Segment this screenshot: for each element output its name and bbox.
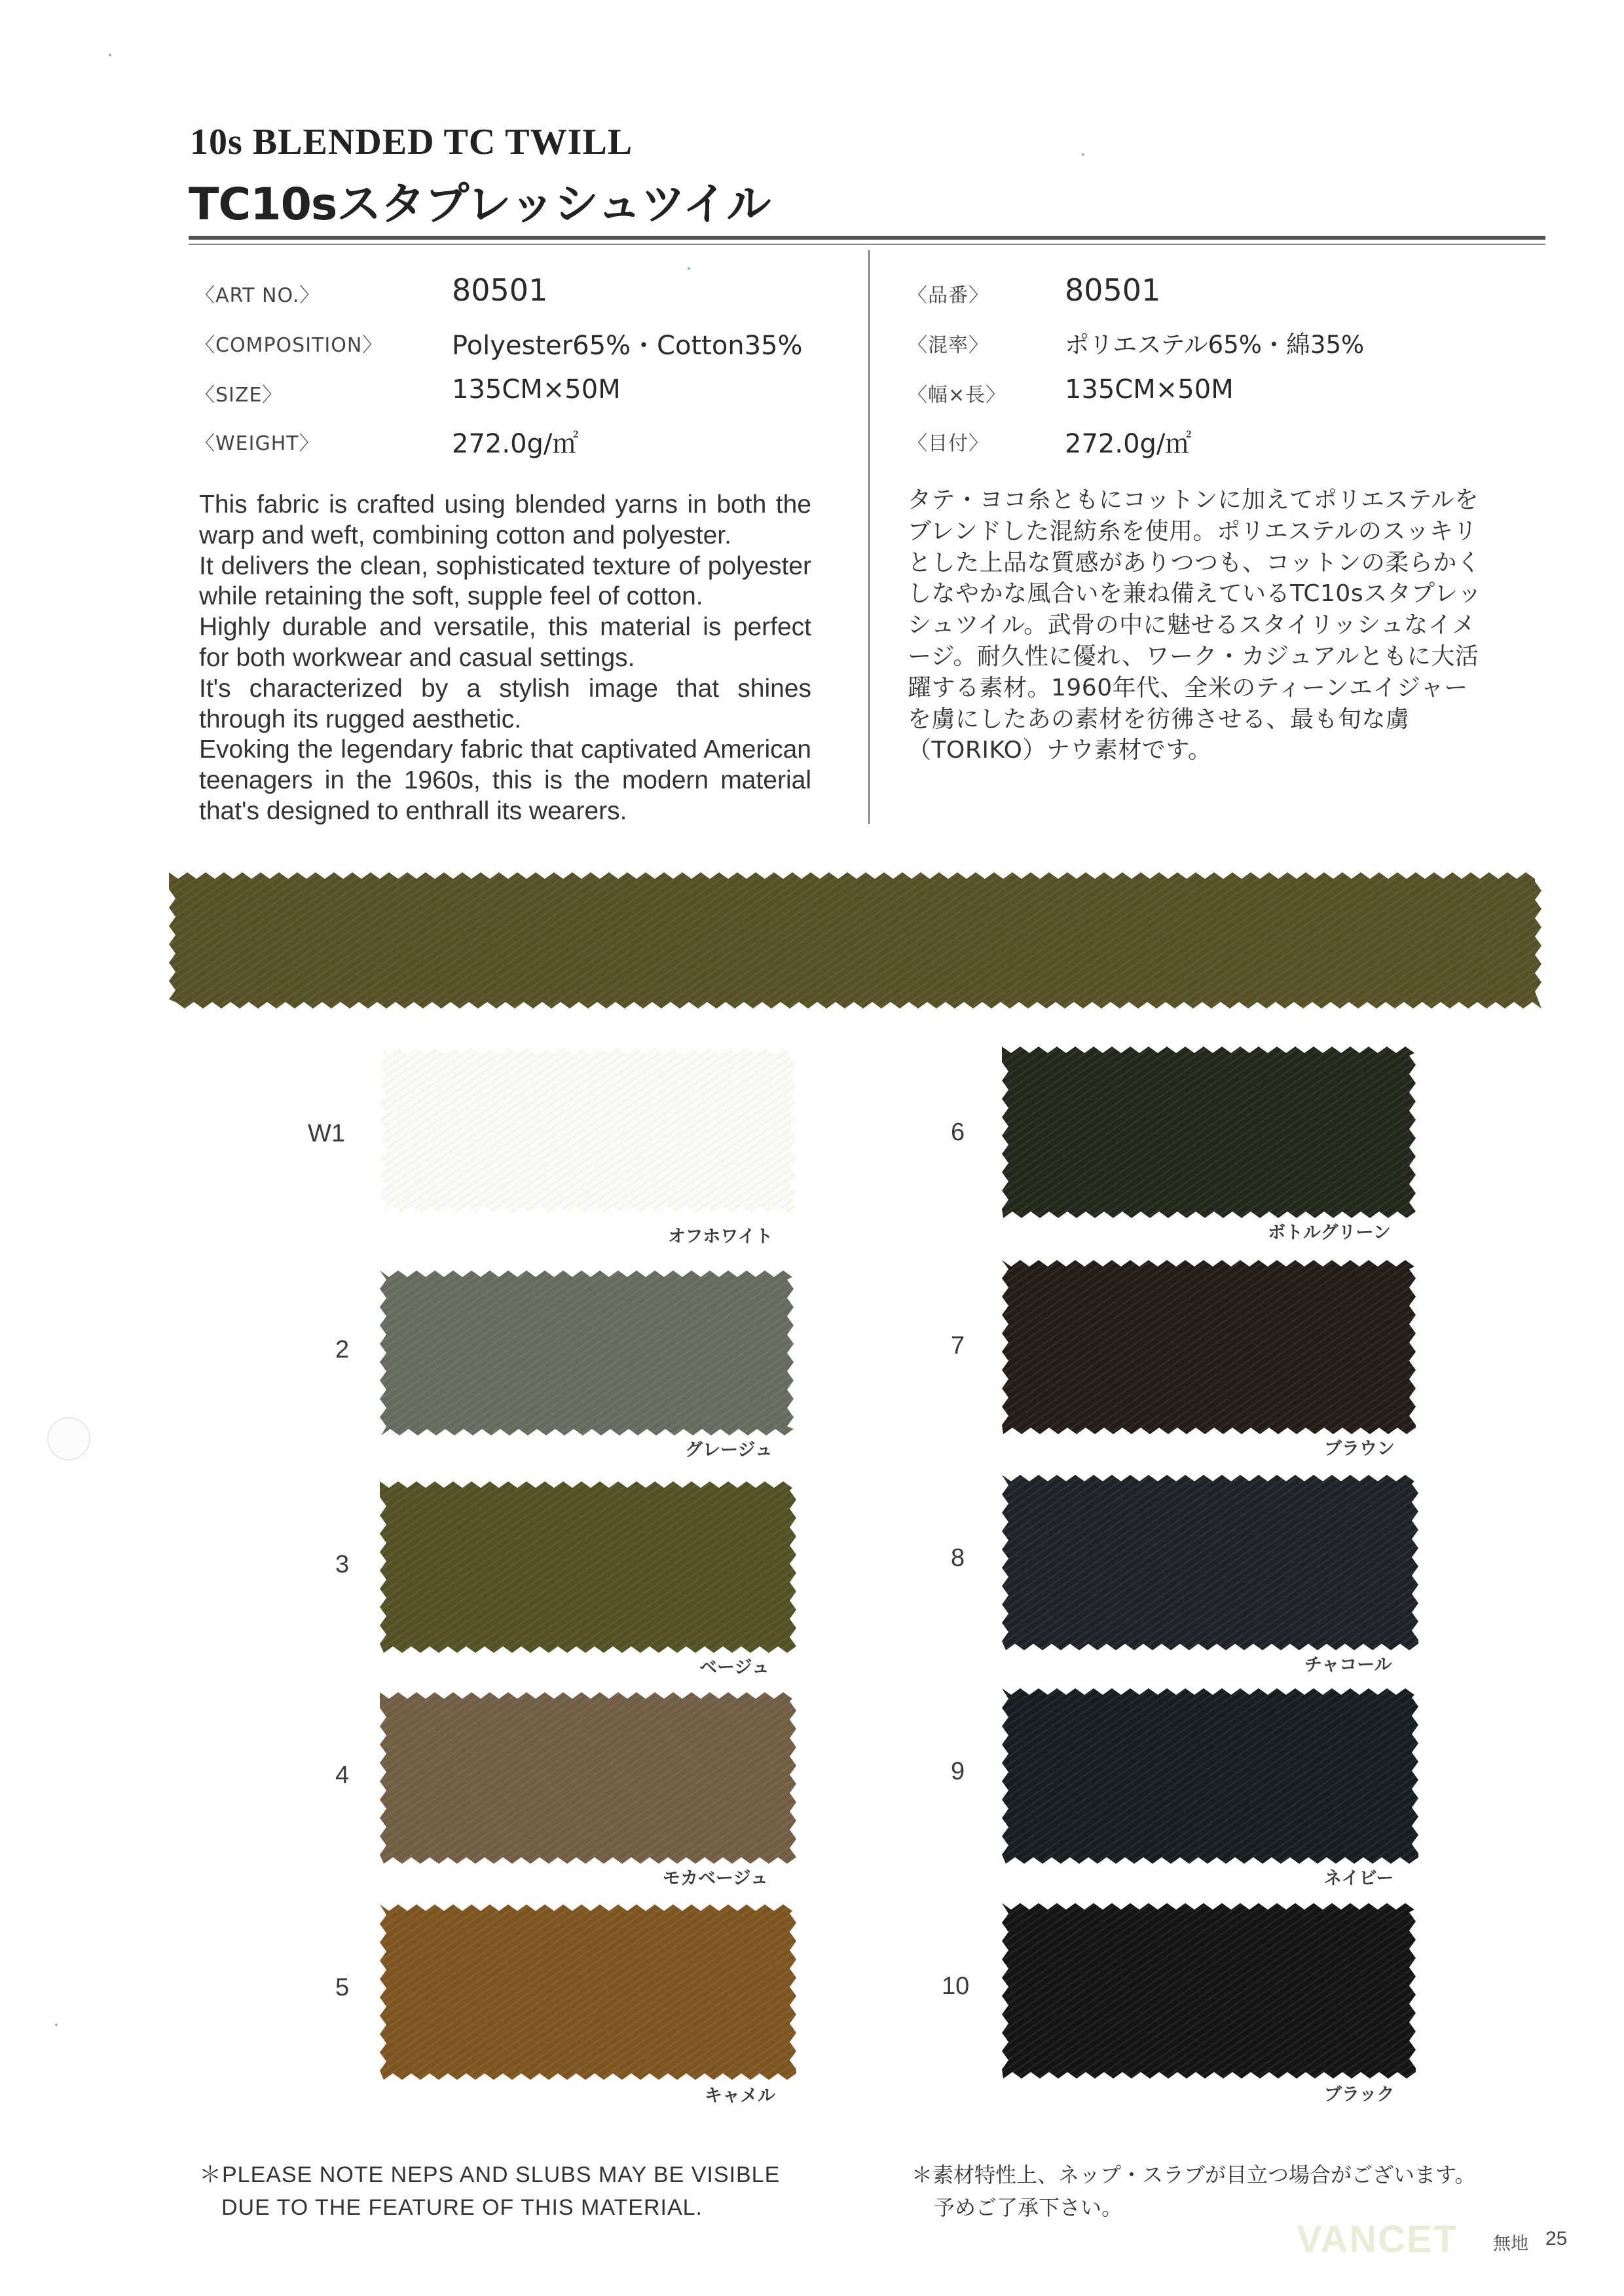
fabric-swatch-shape [380, 1270, 794, 1435]
paper-speck [1082, 153, 1084, 156]
paper-speck [55, 2024, 58, 2026]
fabric-swatch-shape [1002, 1260, 1416, 1434]
fabric-swatch-shape [1002, 1688, 1418, 1864]
description-paragraph: This fabric is crafted using blended yarns in both the warp and weft, combining cotton and polyester. [199, 491, 811, 549]
swatch-color-name: チャコール [1304, 1655, 1392, 1675]
spec-value-weight: 272.0g/㎡ [452, 429, 579, 459]
swatch-number: 9 [951, 1758, 965, 1785]
spec-label-metsuke: 〈目付〉 [908, 432, 989, 455]
description-paragraph: It delivers the clean, sophisticated texture of polyester while retaining the soft, supple feel of cotton. [199, 551, 811, 611]
note-line: ＊PLEASE NOTE NEPS AND SLUBS MAY BE VISIBLE [199, 2162, 781, 2187]
spec-label-hinban: 〈品番〉 [908, 284, 989, 307]
swatch-color-name: モカベージュ [663, 1868, 768, 1889]
spec-label-haba-cho: 〈幅×長〉 [908, 384, 1006, 407]
fabric-swatch-shape [380, 1048, 796, 1213]
swatch-color-name: ネイビー [1324, 1868, 1394, 1889]
note-japanese [912, 2158, 1475, 2224]
brand-logo: VANCET [1297, 2218, 1458, 2261]
paper-speck [109, 54, 111, 56]
description-line: （TORIKO）ナウ素材です。 [908, 737, 1212, 764]
spec-label-size: 〈SIZE〉 [195, 384, 283, 407]
description-line: 躍する素材。1960年代、全米のティーンエイジャー [908, 674, 1468, 701]
fabric-swatch [1002, 1475, 1418, 1650]
fabric-banner [169, 872, 1541, 1009]
swatch-color-name: ブラック [1324, 2084, 1395, 2105]
swatch-number: 10 [942, 1972, 970, 2000]
description-line: しなやかな風合いを兼ね備えているTC10sスタプレッ [908, 580, 1482, 608]
fabric-swatch [1002, 1046, 1416, 1218]
fabric-swatch [380, 1048, 796, 1213]
paper-speck [688, 267, 690, 270]
note-english [199, 2158, 780, 2224]
fabric-swatch [1002, 1260, 1416, 1434]
fabric-swatch [380, 1270, 794, 1435]
description-line: シュツイル。武骨の中に魅せるスタイリッシュなイメ [908, 612, 1476, 639]
swatch-number: 3 [335, 1551, 350, 1578]
description-paragraph: Evoking the legendary fabric that captivated American teenagers in the 1960s, this is the modern material that's designed to enthrall its wearers. [199, 735, 811, 825]
swatch-number: 8 [951, 1544, 965, 1572]
swatch-number: W1 [308, 1120, 345, 1147]
spec-label-art-no: 〈ART NO.〉 [195, 284, 320, 307]
header-rule-thin [189, 244, 1545, 245]
description-japanese [908, 485, 1523, 766]
column-divider [868, 250, 870, 824]
spec-value-composition: Polyester65%・Cotton35% [452, 331, 803, 361]
note-line: DUE TO THE FEATURE OF THIS MATERIAL. [221, 2195, 703, 2220]
spec-value-size: 135CM×50M [452, 375, 621, 405]
spec-value-art-no: 80501 [452, 272, 548, 308]
fabric-swatch [1002, 1688, 1418, 1864]
swatch-number: 4 [335, 1762, 350, 1789]
fabric-swatch [380, 1904, 796, 2080]
swatch-number: 2 [335, 1336, 350, 1363]
fabric-swatch [380, 1481, 796, 1653]
fabric-swatch-shape [1002, 1475, 1418, 1650]
swatch-color-name: キャメル [705, 2086, 775, 2106]
swatch-number: 5 [335, 1974, 350, 2001]
fabric-swatch-shape [1002, 1046, 1416, 1218]
description-paragraph: Highly durable and versatile, this material is perfect for both workwear and casual settings. [199, 613, 811, 672]
page-number: 25 [1545, 2228, 1568, 2250]
spec-label-konritsu: 〈混率〉 [908, 334, 989, 357]
note-line: ＊素材特性上、ネップ・スラブが目立つ場合がございます。 [912, 2162, 1476, 2187]
spec-value-metsuke: 272.0g/㎡ [1065, 429, 1192, 459]
fabric-swatch-shape [380, 1692, 796, 1864]
swatch-color-name: ボトルグリーン [1268, 1223, 1391, 1243]
spec-value-hinban: 80501 [1065, 272, 1161, 308]
swatch-color-name: グレージュ [685, 1440, 773, 1460]
title-english: 10s BLENDED TC TWILL [190, 122, 633, 162]
footer-category: 無地 [1493, 2234, 1528, 2254]
swatch-number: 6 [951, 1119, 965, 1146]
description-line: を虜にしたあの素材を彷彿させる、最も旬な虜 [908, 705, 1410, 733]
swatch-color-name: オフホワイト [668, 1227, 773, 1247]
description-line: とした上品な質感がありつつも、コットンの柔らかく [908, 549, 1481, 576]
spec-value-haba-cho: 135CM×50M [1065, 375, 1234, 405]
fabric-swatch-shape [380, 1481, 796, 1653]
fabric-swatch-shape [380, 1904, 796, 2080]
description-line: ージ。耐久性に優れ、ワーク・カジュアルともに大活 [908, 642, 1479, 670]
swatch-color-name: ブラウン [1324, 1439, 1395, 1459]
spec-value-konritsu: ポリエステル65%・綿35% [1065, 331, 1365, 359]
fabric-swatch-shape [1002, 1903, 1416, 2079]
note-line: 予めご了承下さい。 [934, 2195, 1123, 2220]
description-paragraph: It's characterized by a stylish image that shines through its rugged aesthetic. [199, 674, 811, 733]
binder-hole [47, 1417, 90, 1460]
description-english [199, 490, 811, 827]
fabric-banner-swatch [169, 872, 1541, 1009]
description-line: タテ・ヨコ糸ともにコットンに加えてポリエステルを [908, 487, 1479, 513]
swatch-number: 7 [951, 1332, 965, 1360]
fabric-swatch [380, 1692, 796, 1864]
fabric-swatch [1002, 1903, 1416, 2079]
header-rule [189, 236, 1545, 240]
spec-label-composition: 〈COMPOSITION〉 [195, 334, 383, 357]
description-line: ブレンドした混紡糸を使用。ポリエステルのスッキリ [908, 517, 1478, 545]
swatch-color-name: ベージュ [699, 1657, 769, 1678]
title-japanese: TC10sスタプレッシュツイル [189, 179, 771, 231]
spec-label-weight: 〈WEIGHT〉 [195, 432, 320, 455]
